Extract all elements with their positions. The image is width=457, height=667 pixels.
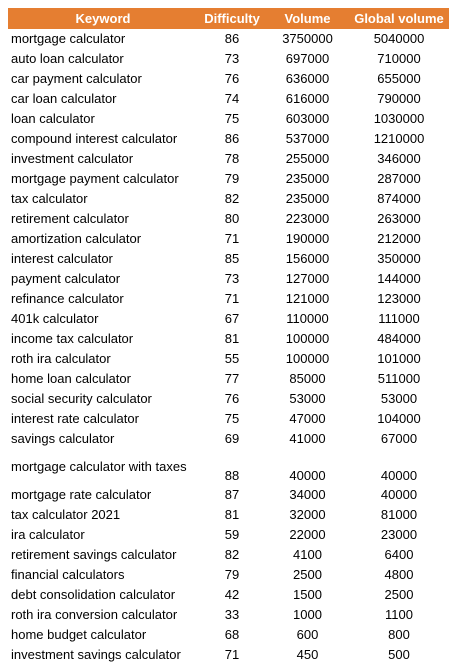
volume-cell: 22000	[289, 527, 326, 542]
table-row	[8, 429, 449, 449]
global-volume-cell: 287000	[377, 171, 421, 186]
global-volume-cell: 800	[388, 627, 410, 642]
global-volume-cell: 101000	[377, 351, 421, 366]
global-volume-cell: 263000	[377, 211, 421, 226]
table-row	[8, 269, 449, 289]
difficulty-cell: 74	[224, 91, 240, 106]
global-volume-cell: 67000	[380, 431, 418, 446]
global-volume-cell: 655000	[377, 71, 421, 86]
global-volume-cell: 23000	[380, 527, 418, 542]
keyword-cell: roth ira calculator	[11, 351, 111, 366]
volume-cell: 100000	[285, 331, 330, 346]
global-volume-cell: 123000	[377, 291, 421, 306]
volume-cell: 41000	[289, 431, 326, 446]
keyword-cell: car loan calculator	[11, 91, 117, 106]
table-row	[8, 389, 449, 409]
keyword-cell: mortgage calculator with taxes	[11, 459, 187, 474]
volume-cell: 121000	[285, 291, 330, 306]
volume-cell: 2500	[293, 567, 322, 582]
difficulty-cell: 73	[224, 51, 240, 66]
difficulty-cell: 69	[224, 431, 240, 446]
keyword-cell: income tax calculator	[11, 331, 134, 346]
difficulty-cell: 73	[224, 271, 240, 286]
header-volume: Volume	[266, 8, 349, 29]
difficulty-cell: 79	[224, 171, 240, 186]
table-row	[8, 485, 449, 505]
keyword-cell: savings calculator	[11, 431, 115, 446]
difficulty-cell: 88	[224, 468, 240, 483]
keyword-table	[8, 8, 449, 665]
volume-cell: 537000	[285, 131, 330, 146]
global-volume-cell: 1030000	[373, 111, 425, 126]
difficulty-cell: 76	[224, 391, 240, 406]
keyword-cell: investment calculator	[11, 151, 134, 166]
global-volume-cell: 790000	[377, 91, 421, 106]
volume-cell: 110000	[286, 311, 329, 326]
keyword-cell: home loan calculator	[11, 371, 131, 386]
difficulty-cell: 81	[224, 507, 240, 522]
volume-cell: 156000	[285, 251, 330, 266]
table-row	[8, 69, 449, 89]
table-row	[8, 129, 449, 149]
header-row	[8, 8, 449, 29]
header-difficulty: Difficulty	[198, 8, 266, 29]
global-volume-cell: 53000	[380, 391, 418, 406]
global-volume-cell: 5040000	[373, 31, 425, 46]
keyword-table-container	[8, 8, 449, 665]
volume-cell: 40000	[289, 468, 326, 483]
volume-cell: 603000	[285, 111, 330, 126]
global-volume-cell: 4800	[384, 567, 414, 582]
keyword-cell: mortgage calculator	[11, 31, 126, 46]
table-row	[8, 545, 449, 565]
keyword-cell: auto loan calculator	[11, 51, 124, 66]
global-volume-cell: 212000	[377, 231, 421, 246]
keyword-cell: loan calculator	[11, 111, 95, 126]
difficulty-cell: 82	[224, 191, 240, 206]
table-header	[8, 8, 449, 29]
difficulty-cell: 78	[224, 151, 240, 166]
table-row	[8, 309, 449, 329]
difficulty-cell: 71	[224, 231, 240, 246]
keyword-cell: payment calculator	[11, 271, 121, 286]
keyword-cell: interest calculator	[11, 251, 113, 266]
global-volume-cell: 346000	[377, 151, 421, 166]
difficulty-cell: 80	[224, 211, 240, 226]
keyword-cell: amortization calculator	[11, 231, 142, 246]
header-global-volume: Global volume	[349, 8, 449, 29]
table-row	[8, 505, 449, 525]
volume-cell: 1500	[293, 587, 322, 602]
table-row	[8, 625, 449, 645]
global-volume-cell: 1100	[385, 607, 413, 622]
table-row	[8, 49, 449, 69]
table-row	[8, 525, 449, 545]
difficulty-cell: 85	[224, 251, 240, 266]
volume-cell: 47000	[289, 411, 326, 426]
keyword-cell: tax calculator 2021	[11, 507, 121, 522]
difficulty-cell: 71	[224, 647, 240, 662]
difficulty-cell: 42	[224, 587, 240, 602]
keyword-cell: debt consolidation calculator	[11, 587, 176, 602]
keyword-cell: roth ira conversion calculator	[11, 607, 178, 622]
keyword-cell: social security calculator	[11, 391, 152, 406]
volume-cell: 235000	[285, 191, 330, 206]
global-volume-cell: 40000	[380, 468, 418, 483]
keyword-cell: home budget calculator	[11, 627, 147, 642]
table-row	[8, 369, 449, 389]
table-row	[8, 645, 449, 665]
volume-cell: 34000	[289, 487, 326, 502]
table-row	[8, 149, 449, 169]
volume-cell: 53000	[289, 391, 326, 406]
table-row	[8, 289, 449, 309]
keyword-cell: mortgage rate calculator	[11, 487, 152, 502]
table-row	[8, 109, 449, 129]
global-volume-cell: 500	[388, 647, 410, 662]
volume-cell: 636000	[285, 71, 330, 86]
difficulty-cell: 86	[224, 31, 240, 46]
volume-cell: 32000	[289, 507, 326, 522]
volume-cell: 85000	[289, 371, 326, 386]
global-volume-cell: 111000	[378, 311, 420, 326]
difficulty-cell: 59	[224, 527, 240, 542]
table-row	[8, 409, 449, 429]
keyword-cell: interest rate calculator	[11, 411, 139, 426]
keyword-cell: investment savings calculator	[11, 647, 181, 662]
keyword-cell: retirement savings calculator	[11, 547, 177, 562]
global-volume-cell: 484000	[377, 331, 421, 346]
difficulty-cell: 71	[224, 291, 240, 306]
global-volume-cell: 874000	[377, 191, 421, 206]
difficulty-cell: 82	[224, 547, 240, 562]
volume-cell: 4100	[293, 547, 322, 562]
keyword-cell: ira calculator	[11, 527, 85, 542]
difficulty-cell: 77	[224, 371, 240, 386]
keyword-cell: car payment calculator	[11, 71, 142, 86]
table-row	[8, 565, 449, 585]
keyword-cell: retirement calculator	[11, 211, 129, 226]
global-volume-cell: 81000	[380, 507, 418, 522]
table-row	[8, 449, 449, 485]
volume-cell: 235000	[285, 171, 330, 186]
table-row	[8, 349, 449, 369]
header-keyword: Keyword	[8, 8, 198, 29]
global-volume-cell: 1210000	[373, 131, 425, 146]
difficulty-cell: 33	[224, 607, 240, 622]
table-row	[8, 229, 449, 249]
difficulty-cell: 86	[224, 131, 240, 146]
volume-cell: 190000	[285, 231, 330, 246]
difficulty-cell: 67	[224, 311, 240, 326]
difficulty-cell: 87	[224, 487, 240, 502]
volume-cell: 255000	[285, 151, 330, 166]
global-volume-cell: 350000	[377, 251, 421, 266]
global-volume-cell: 710000	[377, 51, 421, 66]
difficulty-cell: 75	[224, 411, 240, 426]
table-row	[8, 89, 449, 109]
volume-cell: 3750000	[282, 31, 333, 46]
global-volume-cell: 511000	[377, 371, 421, 386]
keyword-cell: compound interest calculator	[11, 131, 178, 146]
keyword-cell: refinance calculator	[11, 291, 124, 306]
table-body	[8, 29, 449, 665]
volume-cell: 100000	[285, 351, 330, 366]
volume-cell: 600	[296, 627, 319, 642]
table-row	[8, 249, 449, 269]
global-volume-cell: 2500	[384, 587, 414, 602]
table-row	[8, 169, 449, 189]
difficulty-cell: 55	[224, 351, 240, 366]
volume-cell: 616000	[285, 91, 330, 106]
table-row	[8, 189, 449, 209]
global-volume-cell: 144000	[377, 271, 421, 286]
keyword-cell: mortgage payment calculator	[11, 171, 179, 186]
difficulty-cell: 79	[224, 567, 240, 582]
table-row	[8, 585, 449, 605]
table-row	[8, 209, 449, 229]
keyword-cell: tax calculator	[11, 191, 88, 206]
difficulty-cell: 68	[224, 627, 240, 642]
table-row	[8, 29, 449, 49]
global-volume-cell: 40000	[380, 487, 418, 502]
table-row	[8, 329, 449, 349]
volume-cell: 450	[296, 647, 319, 662]
volume-cell: 1000	[293, 607, 322, 622]
difficulty-cell: 75	[224, 111, 240, 126]
keyword-cell: financial calculators	[11, 567, 125, 582]
global-volume-cell: 6400	[384, 547, 414, 562]
volume-cell: 697000	[285, 51, 330, 66]
difficulty-cell: 76	[224, 71, 240, 86]
table-row	[8, 605, 449, 625]
volume-cell: 223000	[285, 211, 330, 226]
global-volume-cell: 104000	[377, 411, 421, 426]
volume-cell: 127000	[285, 271, 330, 286]
difficulty-cell: 81	[224, 331, 240, 346]
keyword-cell: 401k calculator	[11, 311, 99, 326]
